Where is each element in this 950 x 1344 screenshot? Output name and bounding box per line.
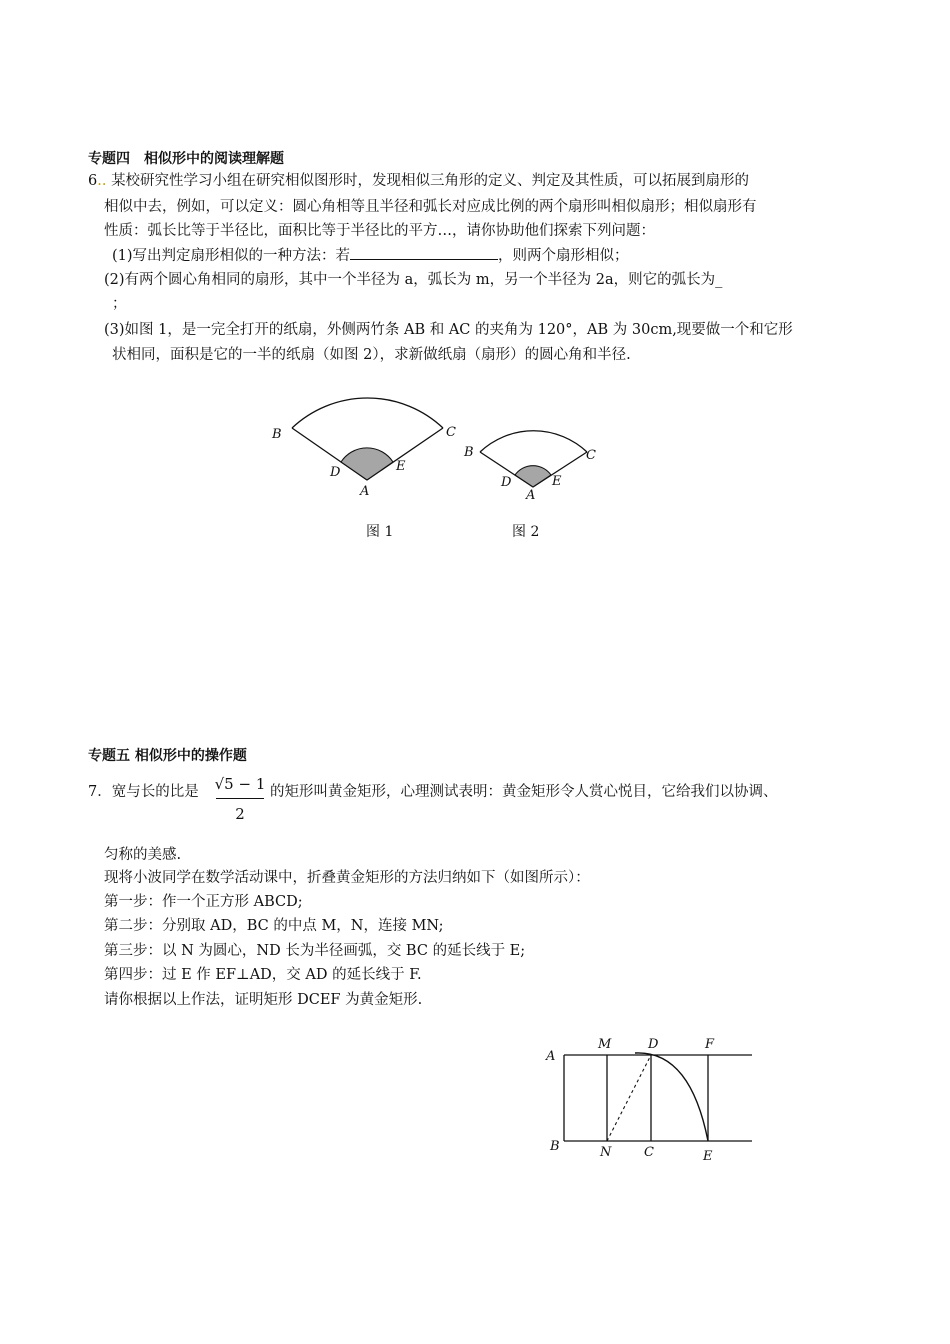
fig1-label-A: A xyxy=(360,484,370,499)
fig1-label-D: D xyxy=(330,465,341,480)
fig3-label-D: D xyxy=(648,1037,659,1052)
q7-line1 xyxy=(88,782,199,802)
q7-line2: 匀称的美感. xyxy=(104,847,182,863)
q6-text-line1: 某校研究性学习小组在研究相似图形时，发现相似三角形的定义、判定及其性质，可以拓展到扇形的 xyxy=(111,173,750,189)
fig3-label-M: M xyxy=(598,1037,612,1052)
fig3-label-F: F xyxy=(705,1037,715,1052)
q7-prefix: 宽与长的比是 xyxy=(111,784,199,800)
q6-part1-prefix: (1)写出判定扇形相似的一种方法：若 xyxy=(112,248,351,264)
fig2-label-B: B xyxy=(464,445,474,460)
fig2-label-A: A xyxy=(526,488,536,503)
fig1-label-E: E xyxy=(396,459,406,474)
q7-line3: 现将小波同学在数学活动课中，折叠黄金矩形的方法归纳如下（如图所示）： xyxy=(104,870,590,886)
q6-line1 xyxy=(88,171,749,191)
fig2-label-C: C xyxy=(586,448,596,463)
q7-step4: 第四步：过 E 作 EF⊥AD，交 AD 的延长线于 F. xyxy=(104,967,422,983)
q6-part2-line1: (2)有两个圆心角相同的扇形，其中一个半径为 a，弧长为 m，另一个半径为 2a，则它的弧长为_ xyxy=(104,272,723,288)
q6-line2: 相似中去，例如，可以定义：圆心角相等且半径和弧长对应成比例的两个扇形叫相似扇形；相似扇形有 xyxy=(104,199,757,215)
figure2-fan-diagram xyxy=(460,415,605,505)
fig3-label-N: N xyxy=(600,1145,612,1160)
golden-rectangle-diagram xyxy=(540,1030,760,1165)
fig3-label-E: E xyxy=(703,1149,713,1164)
q6-line3: 性质：弧长比等于半径比，面积比等于半径比的平方…，请你协助他们探索下列问题： xyxy=(104,223,655,239)
figure1-fan-diagram xyxy=(260,380,470,500)
q6-part1-suffix: ，则两个扇形相似； xyxy=(498,248,629,264)
fraction-denominator: 2 xyxy=(235,805,245,823)
q7-number: 7． xyxy=(88,784,112,800)
q7-step2: 第二步：分别取 AD，BC 的中点 M，N，连接 MN; xyxy=(104,918,444,934)
q6-part2-line2: ； xyxy=(112,296,127,312)
q6-part3-line2: 状相同，面积是它的一半的纸扇（如图 2），求新做纸扇（扇形）的圆心角和半径. xyxy=(112,347,631,363)
fig3-label-A: A xyxy=(546,1049,556,1064)
section5-title: 专题五 相似形中的操作题 xyxy=(88,748,247,764)
fig3-label-B: B xyxy=(550,1139,560,1154)
q7-step3: 第三步：以 N 为圆心，ND 长为半径画弧，交 BC 的延长线于 E; xyxy=(104,943,526,959)
section4-title: 专题四 相似形中的阅读理解题 xyxy=(88,151,284,167)
fig3-label-C: C xyxy=(644,1145,654,1160)
q6-part1 xyxy=(112,245,629,266)
q7-conclusion: 请你根据以上作法，证明矩形 DCEF 为黄金矩形. xyxy=(104,992,423,1008)
q7-step1: 第一步：作一个正方形 ABCD; xyxy=(104,894,303,910)
q7-line1-suffix: 的矩形叫黄金矩形，心理测试表明：黄金矩形令人赏心悦目，它给我们以协调、 xyxy=(270,784,778,800)
figure1-caption: 图 1 xyxy=(366,524,394,540)
fig2-label-D: D xyxy=(501,475,512,490)
q6-mark: .. xyxy=(97,173,107,189)
fig1-label-B: B xyxy=(272,427,282,442)
q6-number: 6 xyxy=(88,173,98,189)
figure2-caption: 图 2 xyxy=(512,524,540,540)
fraction-numerator: √5 − 1 xyxy=(214,775,266,793)
fig2-label-E: E xyxy=(552,474,562,489)
golden-ratio-fraction xyxy=(214,774,266,824)
fig1-label-C: C xyxy=(446,425,456,440)
answer-blank xyxy=(350,245,498,260)
q6-part3-line1: (3)如图 1，是一完全打开的纸扇，外侧两竹条 AB 和 AC 的夹角为 120°，AB 为 30cm,现要做一个和它形 xyxy=(104,322,793,338)
